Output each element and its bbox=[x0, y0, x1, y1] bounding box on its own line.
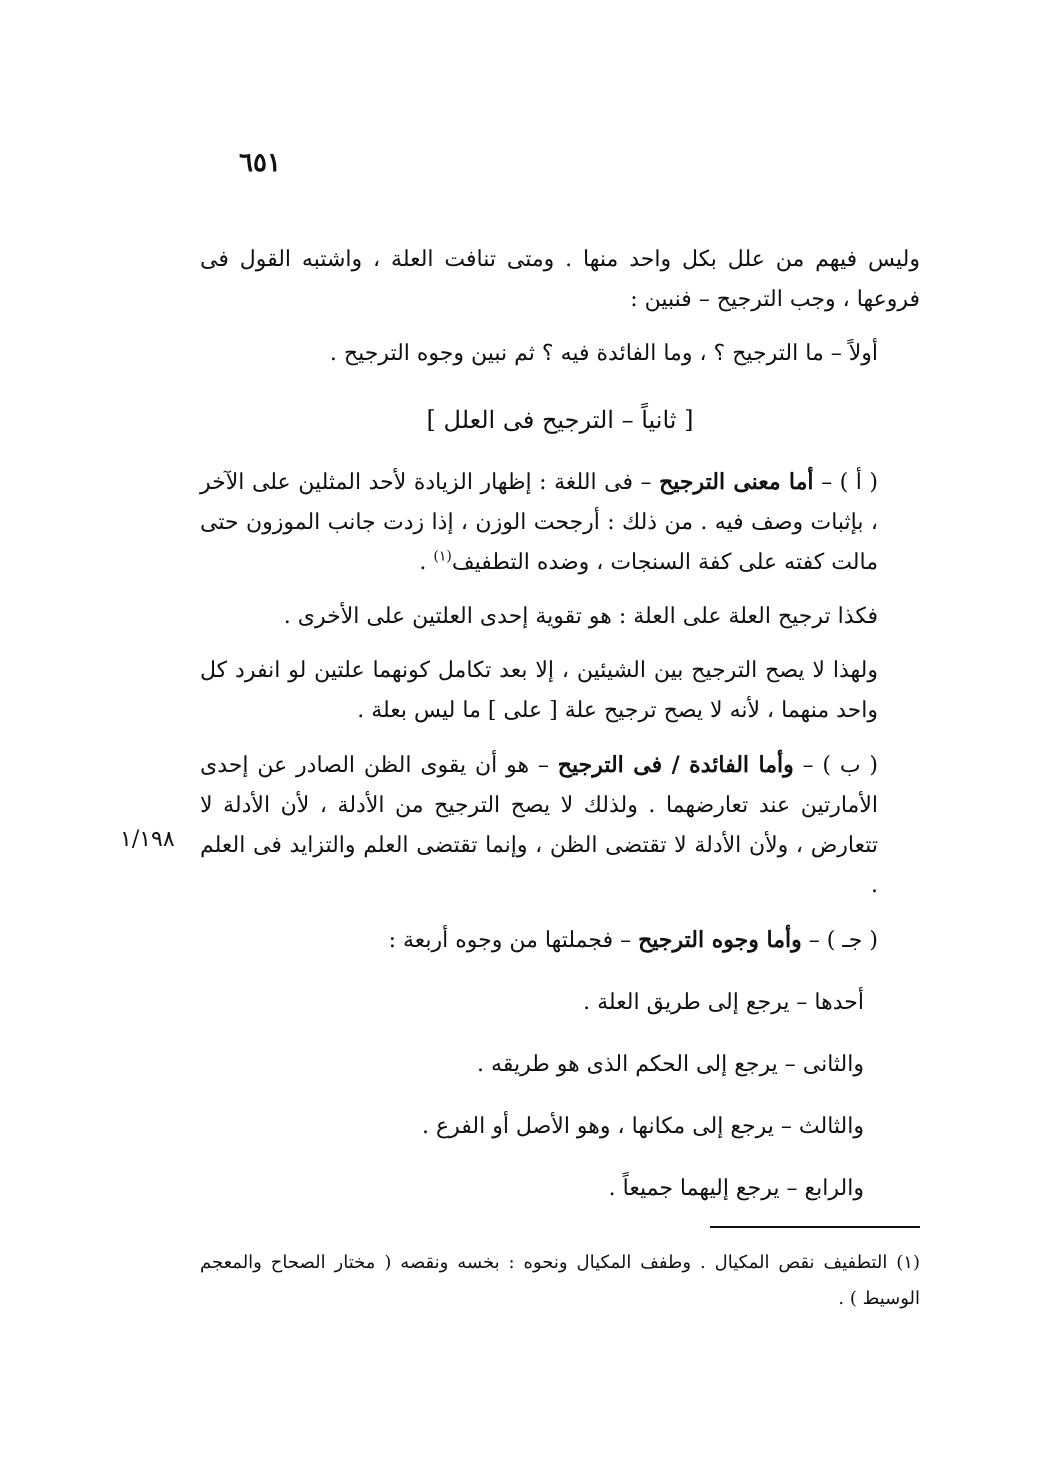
paragraph-intro: وليس فيهم من علل بكل واحد منها . ومتى تنافت العلة ، واشتبه القول فى فروعها ، وجب الترجيح – فنبين : bbox=[200, 247, 920, 312]
list-item: والثالث – يرجع إلى مكانها ، وهو الأصل أو الفرع . bbox=[422, 1114, 864, 1139]
footnote-text: (١) التطفيف نقص المكيال . وطفف المكيال ونحوه : بخسه ونقصه ( مختار الصحاح والمعجم الوسيط ) . bbox=[200, 1252, 920, 1309]
footnote-divider bbox=[710, 1226, 920, 1228]
paragraph-a-label: ( أ ) – bbox=[821, 470, 878, 495]
paragraph-thus: فكذا ترجيح العلة على العلة : هو تقوية إحدى العلتين على الأخرى . bbox=[283, 604, 878, 629]
footnote-ref: (١) bbox=[433, 548, 452, 565]
paragraph-b-term: وأما الفائدة / فى الترجيح bbox=[557, 752, 794, 778]
paragraph-a-end: . bbox=[419, 550, 427, 575]
paragraph-a-term: أما معنى الترجيح bbox=[659, 469, 814, 495]
paragraph-first: أولاً – ما الترجيح ؟ ، وما الفائدة فيه ؟ ثم نبين وجوه الترجيح . bbox=[329, 341, 878, 366]
paragraph-b-label: ( ب ) – bbox=[802, 753, 878, 778]
paragraph-c-text: – فجملتها من وجوه أربعة : bbox=[388, 928, 632, 953]
section-heading: [ ثانياً – الترجيح فى العلل ] bbox=[426, 406, 694, 434]
list-item: والرابع – يرجع إليهما جميعاً . bbox=[608, 1176, 864, 1201]
paragraph-a-text: – فى اللغة : إظهار الزيادة لأحد المثلين على الآخر ، بإثبات وصف فيه . من ذلك : أرجحت الوزن ، إذا زدت جانب الموزون حتى مالت كفته على كفة السنجات ، وضده التطفيف bbox=[200, 470, 878, 575]
body-text bbox=[200, 240, 920, 1209]
paragraph-hence: ولهذا لا يصح الترجيح بين الشيئين ، إلا بعد تكامل كونهما علتين لو انفرد كل واحد منهما ، لأنه لا يصح ترجيح علة [ على ] ما ليس بعلة . bbox=[200, 658, 878, 723]
paragraph-c bbox=[200, 920, 920, 961]
paragraph-b-text: – هو أن يقوى الظن الصادر عن إحدى الأمارتين عند تعارضهما . ولذلك لا يصح الترجيح من الأدلة ، لأن الأدلة لا تتعارض ، ولأن الأدلة لا تقتضى الظن ، وإنما تقتضى العلم والتزايد فى العلم . bbox=[200, 753, 878, 898]
list-item: أحدها – يرجع إلى طريق العلة . bbox=[583, 990, 864, 1015]
paragraph-a bbox=[200, 462, 920, 583]
paragraph-c-label: ( جـ ) – bbox=[808, 928, 878, 953]
list-item: والثانى – يرجع إلى الحكم الذى هو طريقه . bbox=[477, 1052, 864, 1077]
footnote bbox=[200, 1245, 920, 1317]
paragraph-b bbox=[200, 745, 920, 906]
page-number: ٦٥١ bbox=[239, 148, 281, 178]
paragraph-c-term: وأما وجوه الترجيح bbox=[638, 927, 802, 953]
margin-reference: ١/١٩٨ bbox=[120, 827, 175, 852]
